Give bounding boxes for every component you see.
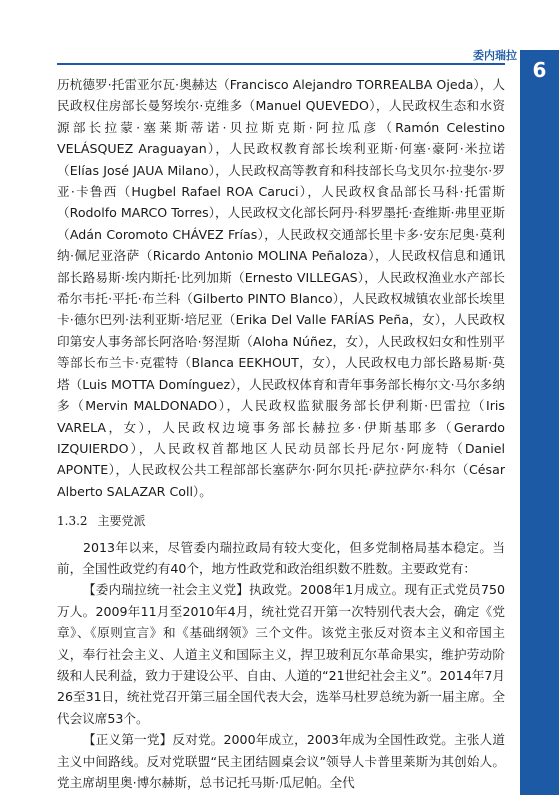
header-divider <box>57 63 505 65</box>
section-title: 主要党派 <box>97 514 146 529</box>
pj-paragraph: 【正义第一党】反对党。2000年成立，2003年成为全国性政党。主张人道主义中间路线。反对党联盟“民主团结圆桌会议”领导人卡普里莱斯为其创始人。党主席胡里奥·博尔赫斯，总书记托马斯·瓜尼帕。全代 <box>57 732 505 790</box>
section-heading <box>57 511 505 532</box>
psuv-paragraph: 【委内瑞拉统一社会主义党】执政党。2008年1月成立。现有正式党员750万人。2009年11月至2010年4月，统社党召开第一次特别代表大会，确定《党章》、《原则宣言》和《基础纲领》三个文件。该党主张反对资本主义和帝国主义，奉行社会主义、人道主义和国际主义，捍卫玻利瓦尔革命果实，维护劳动阶级和人民利益，致力于建设公平、自由、人道的“21世纪社会主义”。2014年7月26至31日，统社党召开第三届全国代表大会，选举马杜罗总统为新一届主席。全代会议席53个。 <box>57 582 505 726</box>
parties-overview-paragraph: 2013年以来，尽管委内瑞拉政局有较大变化，但多党制格局基本稳定。当前，全国性政党约有40个，地方性政党和政治组织数不胜数。主要政党有： <box>57 539 505 576</box>
page-number: 6 <box>532 58 547 82</box>
ministers-paragraph: 历杭德罗·托雷亚尔瓦·奥赫达（Francisco Alejandro TORREALBA Ojeda），人民政权住房部长曼努埃尔·克维多（Manuel QUEVEDO），人民政权生态和水资源部长拉蒙·塞莱斯蒂诺·贝拉斯克斯·阿拉瓜彦（Ramón Celestino VELÁSQUEZ Araguayan），人民政权教育部长埃利亚斯·何塞·豪阿·米拉诺（Elías José JAUA Milano），人民政权高等教育和科技部长乌戈贝尔·拉斐尔·罗亚·卡鲁西（Hugbel Rafael ROA Caruci），人民政权食品部长马科·托雷斯（Rodolfo MARCO Torres），人民政权文化部长阿丹·科罗墨托·查维斯·弗里亚斯（Adán Coromoto CHÁVEZ Frías），人民政权交通部长里卡多·安东尼奥·莫利纳·佩尼亚洛萨（Ricardo Antonio MOLINA Peñaloza），人民政权信息和通讯部长路易斯·埃内斯托·比列加斯（Ernesto VILLEGAS），人民政权渔业水产部长希尔韦托·平托·布兰科（Gilberto PINTO Blanco），人民政权城镇农业部长埃里卡·德尔巴列·法利亚斯·培尼亚（Erika Del Valle FARÍAS Peña，女），人民政权印第安人事务部长阿洛哈·努涅斯（Aloha Núñez，女），人民政权妇女和性别平等部长布兰卡·克霍特（Blanca EEKHOUT，女），人民政权电力部长路易斯·莫塔（Luis MOTTA Domínguez），人民政权体育和青年事务部长梅尔文·马尔多纳多（Mervin MALDONADO），人民政权监狱服务部长伊利斯·巴雷拉（Iris VARELA，女），人民政权边境事务部长赫拉多·伊斯基耶多（Gerardo IZQUIERDO），人民政权首都地区人民动员部长丹尼尔·阿庞特（Daniel APONTE），人民政权公共工程部部长塞萨尔·阿尔贝托·萨拉萨尔·科尔（César Alberto SALAZAR Coll）。 <box>57 77 505 499</box>
running-header: 委内瑞拉 <box>473 49 517 62</box>
page-body <box>57 74 505 793</box>
chapter-sidebar <box>520 50 559 795</box>
section-number: 1.3.2 <box>57 514 88 529</box>
